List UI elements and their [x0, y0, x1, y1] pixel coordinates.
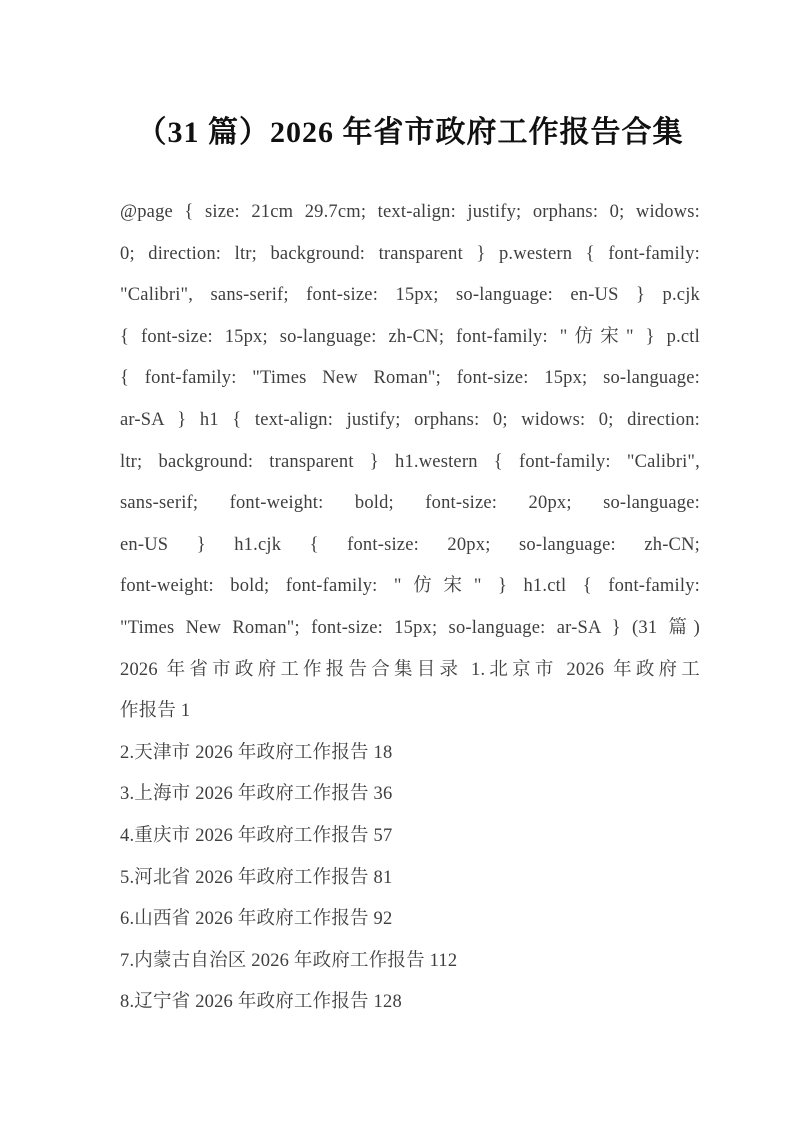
paragraph-line: "Calibri", sans-serif; font-size: 15px; so-language: en-US } p.cjk — [120, 285, 700, 306]
paragraph-line: sans-serif; font-weight: bold; font-size: 20px; so-language: — [120, 493, 700, 514]
toc-entry: 2.天津市 2026 年政府工作报告 18 — [120, 742, 393, 763]
document-body — [120, 192, 700, 1024]
paragraph-line: ar-SA } h1 { text-align: justify; orphans: 0; widows: 0; direction: — [120, 409, 700, 430]
paragraph-line: font-weight: bold; font-family: "仿宋" } h1.ctl { font-family: — [120, 576, 700, 597]
paragraph-line: "Times New Roman"; font-size: 15px; so-language: ar-SA } (31 篇) — [120, 617, 700, 638]
paragraph-line: 0; direction: ltr; background: transparent } p.western { font-family: — [120, 243, 700, 264]
paragraph-line: { font-family: "Times New Roman"; font-size: 15px; so-language: — [120, 368, 700, 389]
page-title: （31 篇）2026 年省市政府工作报告合集 — [136, 116, 684, 149]
paragraph-line: @page { size: 21cm 29.7cm; text-align: justify; orphans: 0; widows: — [120, 202, 700, 222]
toc-entry: 5.河北省 2026 年政府工作报告 81 — [120, 867, 393, 888]
paragraph-line: ltr; background: transparent } h1.western { font-family: "Calibri", — [120, 451, 700, 472]
paragraph-line: 作报告 1 — [120, 701, 191, 722]
toc-entry: 6.山西省 2026 年政府工作报告 92 — [120, 909, 393, 930]
paragraph-line: 2026 年省市政府工作报告合集目录 1.北京市 2026 年政府工 — [120, 659, 700, 680]
toc-entry: 4.重庆市 2026 年政府工作报告 57 — [120, 825, 393, 846]
toc-entry: 7.内蒙古自治区 2026 年政府工作报告 112 — [120, 950, 458, 971]
toc-entry: 3.上海市 2026 年政府工作报告 36 — [120, 784, 393, 805]
toc-entry: 8.辽宁省 2026 年政府工作报告 128 — [120, 992, 402, 1013]
paragraph-line: en-US } h1.cjk { font-size: 20px; so-language: zh-CN; — [120, 534, 700, 555]
paragraph-line: { font-size: 15px; so-language: zh-CN; font-family: "仿宋" } p.ctl — [120, 326, 700, 347]
